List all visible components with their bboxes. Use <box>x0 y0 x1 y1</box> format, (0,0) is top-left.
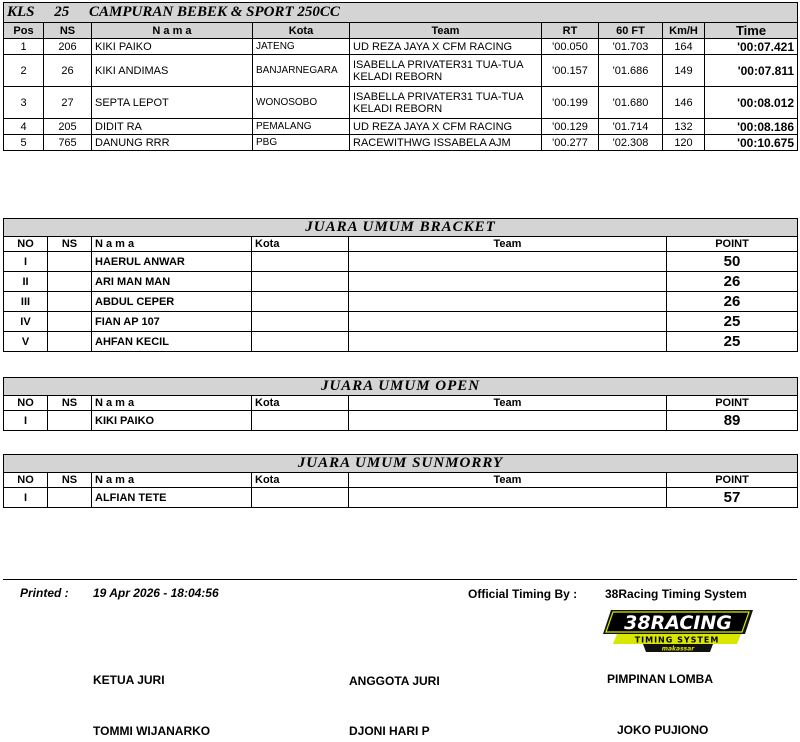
logo-city-text: makassar <box>661 645 695 653</box>
open-title: JUARA UMUM OPEN <box>4 378 798 396</box>
ns-cell <box>48 332 92 352</box>
no-cell: I <box>4 411 48 431</box>
nama-cell: KIKI PAIKO <box>92 39 253 55</box>
rt-cell: '00.277 <box>542 135 599 151</box>
rt-cell: '00.157 <box>542 55 599 87</box>
col-60ft: 60 FT <box>599 23 663 39</box>
team-cell <box>349 312 667 332</box>
kls-number: 25 <box>54 4 70 20</box>
logo-main-text: 38RACING <box>624 612 732 634</box>
nama-cell: HAERUL ANWAR <box>92 252 252 272</box>
open-header-row <box>4 396 798 411</box>
rt-cell: '00.129 <box>542 119 599 135</box>
table-row <box>4 332 798 352</box>
kota-cell <box>252 488 349 508</box>
ft60-cell: '01.686 <box>599 55 663 87</box>
class-title-row <box>4 3 798 23</box>
ft60-cell: '01.714 <box>599 119 663 135</box>
no-cell: III <box>4 292 48 312</box>
ns-cell <box>48 411 92 431</box>
kmh-cell: 146 <box>663 87 705 119</box>
nama-cell: ARI MAN MAN <box>92 272 252 292</box>
kota-cell <box>252 332 349 352</box>
open-table <box>3 377 798 431</box>
col-no: NO <box>4 237 48 252</box>
no-cell: IV <box>4 312 48 332</box>
ns-cell <box>48 312 92 332</box>
anggota-juri-label: ANGGOTA JURI <box>349 674 440 688</box>
pimpinan-lomba-name: JOKO PUJIONO <box>617 723 709 737</box>
kota-cell <box>252 272 349 292</box>
time-cell: '00:10.675 <box>705 135 798 151</box>
team-cell <box>349 411 667 431</box>
pos-cell: 2 <box>4 55 44 87</box>
col-kota: Kota <box>252 237 349 252</box>
kmh-cell: 132 <box>663 119 705 135</box>
nama-cell: DANUNG RRR <box>92 135 253 151</box>
team-cell: ISABELLA PRIVATER31 TUA-TUA KELADI REBORN <box>350 87 542 119</box>
table-row <box>4 119 798 135</box>
point-cell: 50 <box>667 252 798 272</box>
kota-cell: PBG <box>253 135 350 151</box>
sunmorry-header-row <box>4 473 798 488</box>
nama-cell: ABDUL CEPER <box>92 292 252 312</box>
time-cell: '00:08.012 <box>705 87 798 119</box>
pos-cell: 5 <box>4 135 44 151</box>
col-time: Time <box>705 23 798 39</box>
table-row <box>4 292 798 312</box>
open-title-row <box>4 378 798 396</box>
team-cell <box>349 488 667 508</box>
ns-cell: 765 <box>44 135 92 151</box>
point-cell: 26 <box>667 272 798 292</box>
col-kota: Kota <box>253 23 350 39</box>
ft60-cell: '01.680 <box>599 87 663 119</box>
nama-cell: FIAN AP 107 <box>92 312 252 332</box>
bracket-header-row <box>4 237 798 252</box>
official-timing-label: Official Timing By : <box>468 587 578 601</box>
kmh-cell: 164 <box>663 39 705 55</box>
no-cell: II <box>4 272 48 292</box>
pos-cell: 4 <box>4 119 44 135</box>
ns-cell: 27 <box>44 87 92 119</box>
results-header-row <box>4 23 798 39</box>
col-kota: Kota <box>252 473 349 488</box>
table-row <box>4 252 798 272</box>
ketua-juri-label: KETUA JURI <box>93 673 165 687</box>
nama-cell: SEPTA LEPOT <box>92 87 253 119</box>
col-team: Team <box>349 396 667 411</box>
sunmorry-table <box>3 454 798 508</box>
table-row <box>4 488 798 508</box>
results-table <box>3 2 798 151</box>
col-ns: NS <box>48 396 92 411</box>
col-kmh: Km/H <box>663 23 705 39</box>
col-pos: Pos <box>4 23 44 39</box>
team-cell: UD REZA JAYA X CFM RACING <box>350 119 542 135</box>
ns-cell <box>48 488 92 508</box>
col-ns: NS <box>48 237 92 252</box>
ns-cell: 26 <box>44 55 92 87</box>
table-row <box>4 312 798 332</box>
class-name: CAMPURAN BEBEK & SPORT 250CC <box>89 4 340 20</box>
pimpinan-lomba-label: PIMPINAN LOMBA <box>607 672 713 686</box>
pos-cell: 3 <box>4 87 44 119</box>
ft60-cell: '02.308 <box>599 135 663 151</box>
table-row <box>4 55 798 87</box>
table-row <box>4 39 798 55</box>
team-cell: UD REZA JAYA X CFM RACING <box>350 39 542 55</box>
point-cell: 89 <box>667 411 798 431</box>
point-cell: 57 <box>667 488 798 508</box>
kota-cell <box>252 312 349 332</box>
col-nama: N a m a <box>92 23 253 39</box>
table-row <box>4 87 798 119</box>
col-team: Team <box>350 23 542 39</box>
kmh-cell: 149 <box>663 55 705 87</box>
col-team: Team <box>349 237 667 252</box>
bracket-table <box>3 218 798 352</box>
team-cell <box>349 292 667 312</box>
col-nama: N a m a <box>92 237 252 252</box>
point-cell: 25 <box>667 332 798 352</box>
time-cell: '00:08.186 <box>705 119 798 135</box>
printed-label: Printed : <box>20 586 69 600</box>
no-cell: V <box>4 332 48 352</box>
kls-label: KLS <box>7 4 35 20</box>
point-cell: 25 <box>667 312 798 332</box>
team-cell: ISABELLA PRIVATER31 TUA-TUA KELADI REBORN <box>350 55 542 87</box>
kota-cell: PEMALANG <box>253 119 350 135</box>
nama-cell: KIKI ANDIMAS <box>92 55 253 87</box>
time-cell: '00:07.811 <box>705 55 798 87</box>
anggota-juri-name: DJONI HARI P <box>349 724 430 738</box>
col-rt: RT <box>542 23 599 39</box>
ns-cell <box>48 272 92 292</box>
col-kota: Kota <box>252 396 349 411</box>
col-ns: NS <box>44 23 92 39</box>
kota-cell: JATENG <box>253 39 350 55</box>
col-no: NO <box>4 396 48 411</box>
ns-cell <box>48 252 92 272</box>
no-cell: I <box>4 252 48 272</box>
col-no: NO <box>4 473 48 488</box>
col-ns: NS <box>48 473 92 488</box>
kota-cell: BANJARNEGARA <box>253 55 350 87</box>
team-cell <box>349 252 667 272</box>
kmh-cell: 120 <box>663 135 705 151</box>
team-cell: RACEWITHWG ISSABELA AJM <box>350 135 542 151</box>
rt-cell: '00.199 <box>542 87 599 119</box>
bracket-title: JUARA UMUM BRACKET <box>4 219 798 237</box>
ft60-cell: '01.703 <box>599 39 663 55</box>
sunmorry-title: JUARA UMUM SUNMORRY <box>4 455 798 473</box>
ns-cell <box>48 292 92 312</box>
col-team: Team <box>349 473 667 488</box>
ns-cell: 206 <box>44 39 92 55</box>
col-point: POINT <box>667 237 798 252</box>
col-point: POINT <box>667 396 798 411</box>
printed-value: 19 Apr 2026 - 18:04:56 <box>93 586 219 600</box>
kota-cell <box>252 252 349 272</box>
nama-cell: AHFAN KECIL <box>92 332 252 352</box>
nama-cell: KIKI PAIKO <box>92 411 252 431</box>
kota-cell <box>252 411 349 431</box>
bracket-title-row <box>4 219 798 237</box>
sunmorry-title-row <box>4 455 798 473</box>
logo-sub-text: TIMING SYSTEM <box>634 635 720 645</box>
footer-divider <box>3 579 797 580</box>
table-row <box>4 411 798 431</box>
col-nama: N a m a <box>92 473 252 488</box>
table-row <box>4 272 798 292</box>
ketua-juri-name: TOMMI WIJANARKO <box>93 724 211 738</box>
kota-cell: WONOSOBO <box>253 87 350 119</box>
nama-cell: DIDIT RA <box>92 119 253 135</box>
official-timing-value: 38Racing Timing System <box>605 587 747 601</box>
ns-cell: 205 <box>44 119 92 135</box>
38racing-logo-icon <box>603 604 758 654</box>
kota-cell <box>252 292 349 312</box>
col-nama: N a m a <box>92 396 252 411</box>
team-cell <box>349 332 667 352</box>
no-cell: I <box>4 488 48 508</box>
pos-cell: 1 <box>4 39 44 55</box>
team-cell <box>349 272 667 292</box>
nama-cell: ALFIAN TETE <box>92 488 252 508</box>
table-row <box>4 135 798 151</box>
point-cell: 26 <box>667 292 798 312</box>
time-cell: '00:07.421 <box>705 39 798 55</box>
col-point: POINT <box>667 473 798 488</box>
rt-cell: '00.050 <box>542 39 599 55</box>
